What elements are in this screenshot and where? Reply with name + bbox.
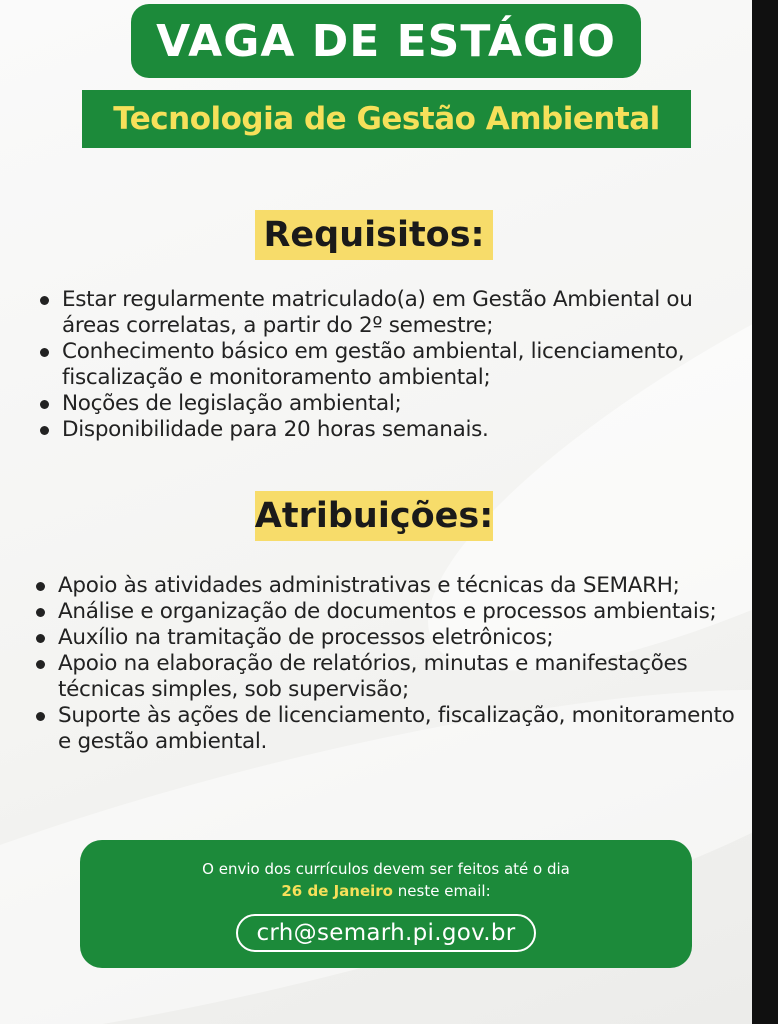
atribuicoes-list xyxy=(34,573,744,755)
footer-email-lead: neste email: xyxy=(397,882,491,900)
requisitos-heading: Requisitos: xyxy=(263,215,485,255)
email-address[interactable]: crh@semarh.pi.gov.br xyxy=(256,920,516,946)
atribuicoes-heading: Atribuições: xyxy=(254,496,494,536)
requisitos-list xyxy=(38,287,738,443)
list-item: Noções de legislação ambiental; xyxy=(38,391,738,417)
page-subtitle: Tecnologia de Gestão Ambiental xyxy=(113,101,660,137)
title-banner xyxy=(131,4,641,78)
requisitos-heading-box xyxy=(255,210,493,260)
list-item: Conhecimento básico em gestão ambiental, licenciamento, fiscalização e monitoramento ambiental; xyxy=(38,339,738,391)
contact-footer xyxy=(80,840,692,968)
atribuicoes-heading-box xyxy=(255,491,493,541)
list-item: Apoio na elaboração de relatórios, minutas e manifestações técnicas simples, sob supervisão; xyxy=(34,651,744,703)
footer-instruction: O envio dos currículos devem ser feitos até o dia xyxy=(202,860,570,878)
footer-deadline xyxy=(80,882,692,900)
list-item: Estar regularmente matriculado(a) em Gestão Ambiental ou áreas correlatas, a partir do 2º semestre; xyxy=(38,287,738,339)
email-pill[interactable] xyxy=(236,914,536,952)
list-item: Apoio às atividades administrativas e técnicas da SEMARH; xyxy=(34,573,744,599)
deadline-date: 26 de Janeiro xyxy=(281,882,393,900)
list-item: Suporte às ações de licenciamento, fiscalização, monitoramento e gestão ambiental. xyxy=(34,703,744,755)
subtitle-banner xyxy=(82,90,691,148)
list-item: Auxílio na tramitação de processos eletrônicos; xyxy=(34,625,744,651)
right-edge-strip xyxy=(752,0,778,1024)
page-title: VAGA DE ESTÁGIO xyxy=(156,15,616,67)
list-item: Análise e organização de documentos e processos ambientais; xyxy=(34,599,744,625)
list-item: Disponibilidade para 20 horas semanais. xyxy=(38,417,738,443)
